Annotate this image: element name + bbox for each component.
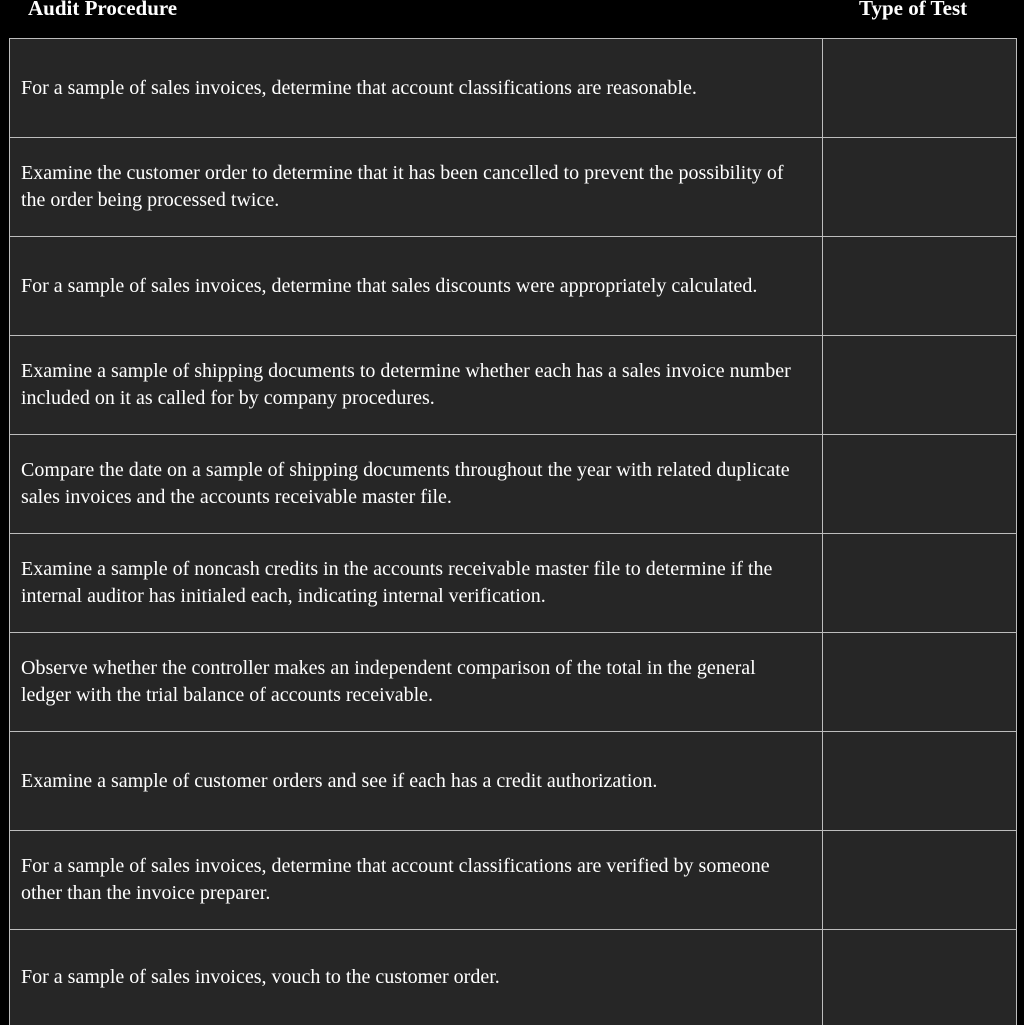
table-row xyxy=(10,39,1017,138)
type-of-test-cell[interactable] xyxy=(823,237,1017,335)
procedure-cell: Compare the date on a sample of shipping documents throughout the year with related duplicate sales invoices and the accounts receivable master file. xyxy=(10,435,823,533)
procedure-cell: For a sample of sales invoices, determine that account classifications are reasonable. xyxy=(10,39,823,137)
type-of-test-cell[interactable] xyxy=(823,138,1017,236)
table-row xyxy=(10,732,1017,831)
type-of-test-cell[interactable] xyxy=(823,534,1017,632)
procedure-cell: For a sample of sales invoices, vouch to the customer order. xyxy=(10,930,823,1025)
procedure-cell: Examine a sample of customer orders and see if each has a credit authorization. xyxy=(10,732,823,830)
procedure-cell: Examine the customer order to determine that it has been cancelled to prevent the possibility of the order being processed twice. xyxy=(10,138,823,236)
procedure-cell: Observe whether the controller makes an independent comparison of the total in the general ledger with the trial balance of accounts receivable. xyxy=(10,633,823,731)
table-row xyxy=(10,633,1017,732)
type-of-test-cell[interactable] xyxy=(823,39,1017,137)
audit-procedure-header: Audit Procedure xyxy=(28,0,178,20)
type-of-test-header: Type of Test xyxy=(859,0,968,20)
table-row xyxy=(10,930,1017,1025)
table-row xyxy=(10,534,1017,633)
table-row xyxy=(10,237,1017,336)
table-row xyxy=(10,435,1017,534)
type-of-test-cell[interactable] xyxy=(823,732,1017,830)
procedure-cell: Examine a sample of shipping documents to determine whether each has a sales invoice number included on it as called for by company procedures. xyxy=(10,336,823,434)
type-of-test-cell[interactable] xyxy=(823,930,1017,1025)
procedure-cell: Examine a sample of noncash credits in the accounts receivable master file to determine if the internal auditor has initialed each, indicating internal verification. xyxy=(10,534,823,632)
table-header xyxy=(0,0,1024,38)
type-of-test-cell[interactable] xyxy=(823,435,1017,533)
type-of-test-cell[interactable] xyxy=(823,336,1017,434)
type-of-test-cell[interactable] xyxy=(823,831,1017,929)
table-row xyxy=(10,138,1017,237)
procedure-cell: For a sample of sales invoices, determine that account classifications are verified by someone other than the invoice preparer. xyxy=(10,831,823,929)
type-of-test-cell[interactable] xyxy=(823,633,1017,731)
audit-procedures-table xyxy=(9,38,1017,1025)
table-row xyxy=(10,831,1017,930)
table-row xyxy=(10,336,1017,435)
procedure-cell: For a sample of sales invoices, determine that sales discounts were appropriately calculated. xyxy=(10,237,823,335)
